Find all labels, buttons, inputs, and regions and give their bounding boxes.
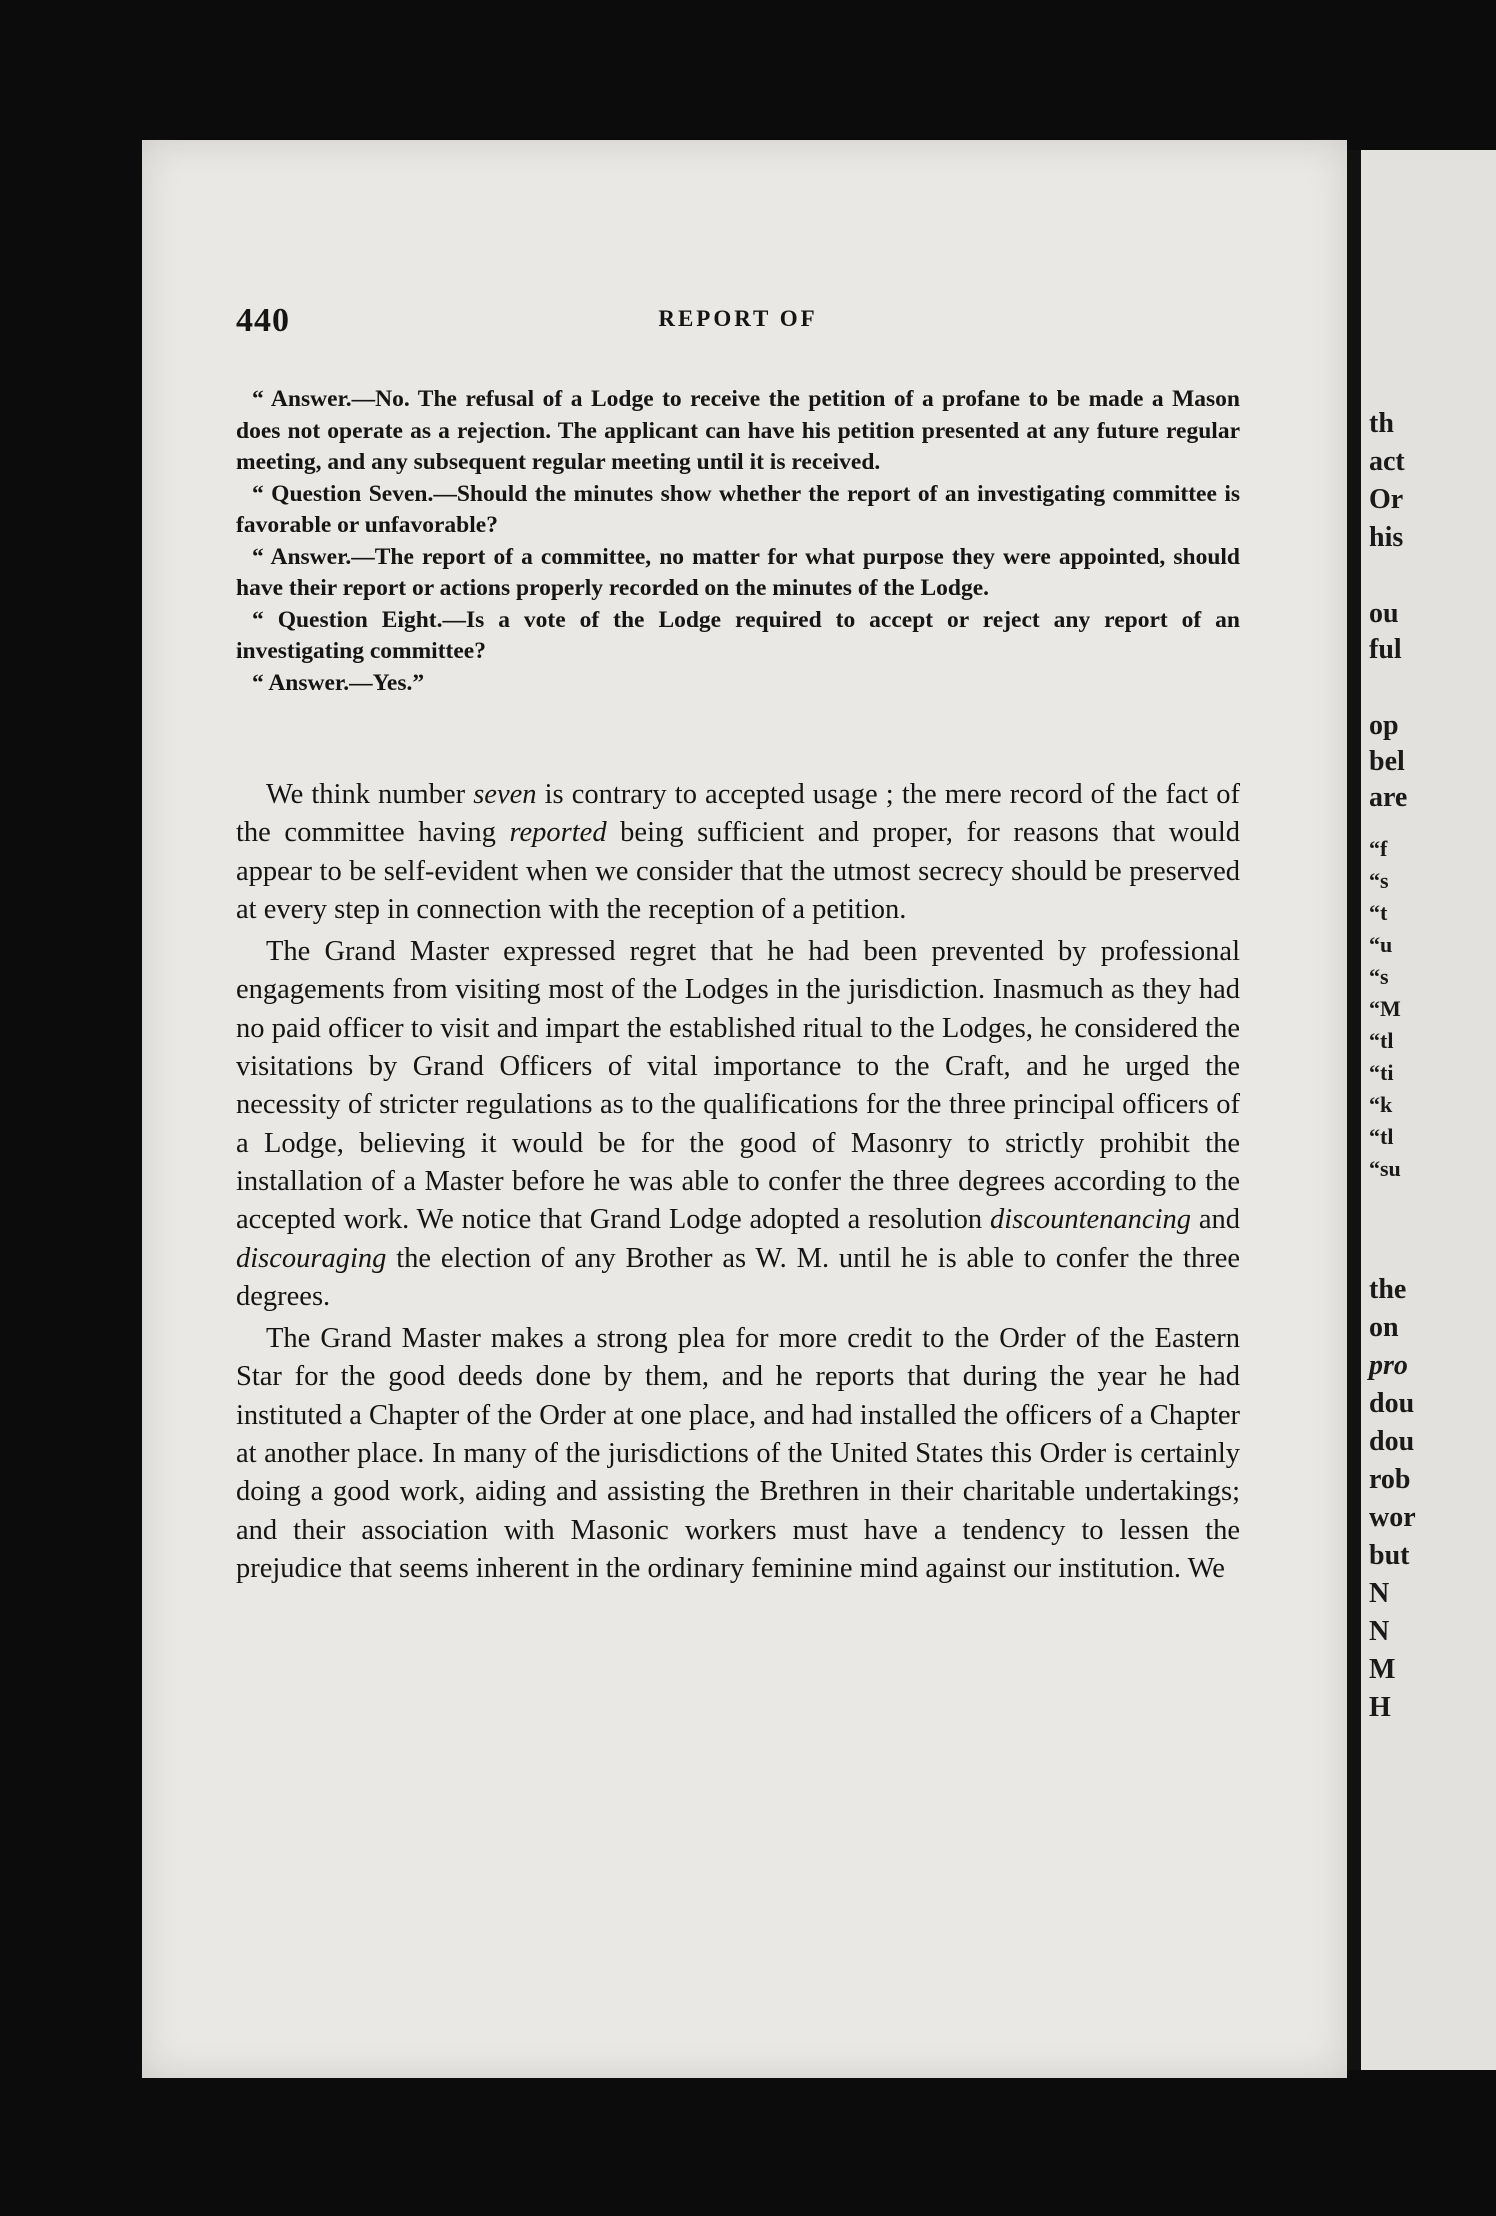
facing-fragment: “t (1369, 900, 1388, 925)
paragraph-grand-master-visits: The Grand Master expressed regret that he had been prevented by professional engagements from visiting most of the Lodges in the jurisdiction. Inasmuch as they had no paid officer to visit and impart the established ritual to the Lodges, he considered the visitations by Grand Officers of vital importance to the Craft, and he urged the necessity of stricter regulations as to the qualifications for the three principal officers of a Lodge, believing it would be for the good of Masonry to strictly prohibit the installation of a Master before he was able to confer the three degrees according to the accepted work. We notice that Grand Lodge adopted a resolution discountenancing and discouraging the election of any Brother as W. M. until he is able to confer the three degrees. (236, 936, 1240, 1312)
paragraph-eastern-star: The Grand Master makes a strong plea for more credit to the Order of the Eastern Star for the good deeds done by them, and he reports that during the year he had instituted a Chapter of the Order at one place, and had installed the officers of a Chapter at another place. In many of the jurisdictions of the United States this Order is certainly doing a good work, aiding and assisting the Brethren in their charitable undertakings; and their association with Masonic workers must have a tendency to lessen the prejudice that seems inherent in the ordinary feminine mind against our institution. We (236, 1323, 1240, 1584)
facing-fragment: “k (1369, 1092, 1393, 1117)
facing-fragment: rob (1369, 1464, 1411, 1495)
facing-fragment: act (1369, 446, 1405, 477)
facing-fragment: his (1369, 522, 1404, 553)
facing-fragment: Or (1369, 484, 1404, 515)
quoted-questions-answers (236, 384, 1240, 699)
facing-fragment: “s (1369, 868, 1389, 893)
body-text (236, 776, 1240, 1592)
facing-fragment: wor (1369, 1502, 1416, 1533)
facing-fragment: “tl (1369, 1124, 1394, 1149)
facing-fragment: are (1369, 782, 1408, 813)
quoted-question: “ Question Eight.—Is a vote of the Lodge required to accept or reject any report of an investigating committee? (236, 606, 1240, 664)
quoted-answer: “ Answer.—Yes.” (252, 669, 425, 696)
quoted-question: “ Question Seven.—Should the minutes show whether the report of an investigating committee is favorable or unfavorable? (236, 480, 1240, 538)
facing-fragment: bel (1369, 746, 1405, 777)
facing-fragment: ful (1369, 634, 1402, 665)
book-gutter (1347, 150, 1361, 2070)
facing-fragment: “tl (1369, 1028, 1394, 1053)
facing-fragment: op (1369, 710, 1399, 741)
facing-fragment: ou (1369, 598, 1399, 629)
paragraph-committee-usage: We think number seven is contrary to accepted usage ; the mere record of the fact of the committee having reported being sufficient and proper, for reasons that would appear to be self-evident when we consider that the utmost secrecy should be preserved at every step in connection with the reception of a petition. (236, 779, 1240, 925)
running-head: REPORT OF (658, 306, 818, 331)
facing-fragment: “su (1369, 1156, 1401, 1181)
quoted-answer: “ Answer.—No. The refusal of a Lodge to receive the petition of a profane to be made a Mason does not operate as a rejection. The applicant can have his petition presented at any future regular meeting, and any subsequent regular meeting until it is received. (236, 386, 1240, 475)
page-header (236, 302, 1240, 342)
facing-fragment: but (1369, 1540, 1410, 1571)
facing-fragment: “M (1369, 996, 1401, 1021)
facing-fragment: the (1369, 1274, 1407, 1305)
facing-fragment: dou (1369, 1388, 1415, 1419)
facing-page (1361, 150, 1496, 2070)
page-number: 440 (236, 302, 290, 339)
facing-fragment: “u (1369, 932, 1393, 957)
facing-fragment: H (1369, 1692, 1391, 1723)
facing-fragment: M (1369, 1654, 1396, 1685)
facing-fragment: “f (1369, 836, 1388, 861)
facing-fragment: th (1369, 408, 1394, 439)
facing-fragment: “s (1369, 964, 1389, 989)
facing-fragment: N (1369, 1578, 1390, 1609)
facing-fragment: N (1369, 1616, 1390, 1647)
facing-fragment: pro (1369, 1350, 1408, 1381)
facing-fragment: dou (1369, 1426, 1415, 1457)
facing-fragment: “ti (1369, 1060, 1394, 1085)
facing-fragment: on (1369, 1312, 1399, 1343)
quoted-answer: “ Answer.—The report of a committee, no matter for what purpose they were appointed, should have their report or actions properly recorded on the minutes of the Lodge. (236, 543, 1240, 601)
